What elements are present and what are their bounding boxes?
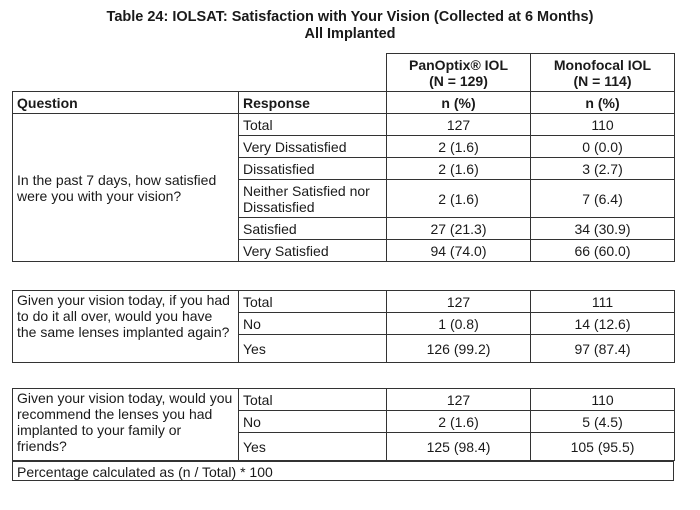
panoptix-cell: 2 (1.6) [387,411,531,433]
satisfaction-table [12,53,675,262]
footnote: Percentage calculated as (n / Total) * 100 [12,461,674,481]
monofocal-cell: 34 (30.9) [531,218,675,240]
panoptix-cell: 127 [387,114,531,136]
response-cell: Satisfied [239,218,387,240]
same-lenses-table [12,290,675,363]
response-cell: No [239,411,387,433]
question-header: Question [13,92,239,114]
panoptix-n: (N = 129) [429,72,488,89]
panoptix-cell: 2 (1.6) [387,158,531,180]
response-cell: No [239,313,387,335]
question-cell: In the past 7 days, how satisfied were you with your vision? [13,114,239,262]
question-cell: Given your vision today, if you had to do it all over, would you have the same lenses implanted again? [13,291,239,363]
panoptix-cell: 27 (21.3) [387,218,531,240]
response-cell: Total [239,291,387,313]
monofocal-cell: 0 (0.0) [531,136,675,158]
panoptix-name: PanOptix® IOL [409,56,508,73]
monofocal-cell: 7 (6.4) [531,180,675,218]
response-cell: Yes [239,335,387,363]
panoptix-cell: 2 (1.6) [387,180,531,218]
panoptix-header [387,54,531,92]
response-cell: Very Dissatisfied [239,136,387,158]
monofocal-cell: 66 (60.0) [531,240,675,262]
panoptix-unit: n (%) [387,92,531,114]
panoptix-cell: 126 (99.2) [387,335,531,363]
monofocal-cell: 14 (12.6) [531,313,675,335]
response-cell: Total [239,114,387,136]
panoptix-cell: 127 [387,389,531,411]
monofocal-cell: 5 (4.5) [531,411,675,433]
recommend-table [12,388,675,461]
monofocal-cell: 111 [531,291,675,313]
monofocal-cell: 105 (95.5) [531,433,675,461]
panoptix-cell: 1 (0.8) [387,313,531,335]
monofocal-cell: 110 [531,389,675,411]
table-title [0,9,700,43]
panoptix-cell: 2 (1.6) [387,136,531,158]
monofocal-n: (N = 114) [573,72,632,89]
table-row [13,114,675,136]
monofocal-cell: 3 (2.7) [531,158,675,180]
title-line-2: All Implanted [304,26,396,42]
monofocal-name: Monofocal IOL [553,56,652,73]
monofocal-cell: 97 (87.4) [531,335,675,363]
panoptix-cell: 125 (98.4) [387,433,531,461]
response-cell: Neither Satisfied nor Dissatisfied [239,180,387,218]
response-cell: Dissatisfied [239,158,387,180]
response-cell: Total [239,389,387,411]
response-cell: Very Satisfied [239,240,387,262]
table-row [13,291,675,313]
response-cell: Yes [239,433,387,461]
panoptix-cell: 127 [387,291,531,313]
response-header: Response [239,92,387,114]
monofocal-unit: n (%) [531,92,675,114]
table-row [13,389,675,411]
monofocal-header [531,54,675,92]
title-line-1: Table 24: IOLSAT: Satisfaction with Your Vision (Collected at 6 Months) [106,9,594,25]
question-cell: Given your vision today, would you recommend the lenses you had implanted to your family or friends? [13,389,239,461]
panoptix-cell: 94 (74.0) [387,240,531,262]
monofocal-cell: 110 [531,114,675,136]
